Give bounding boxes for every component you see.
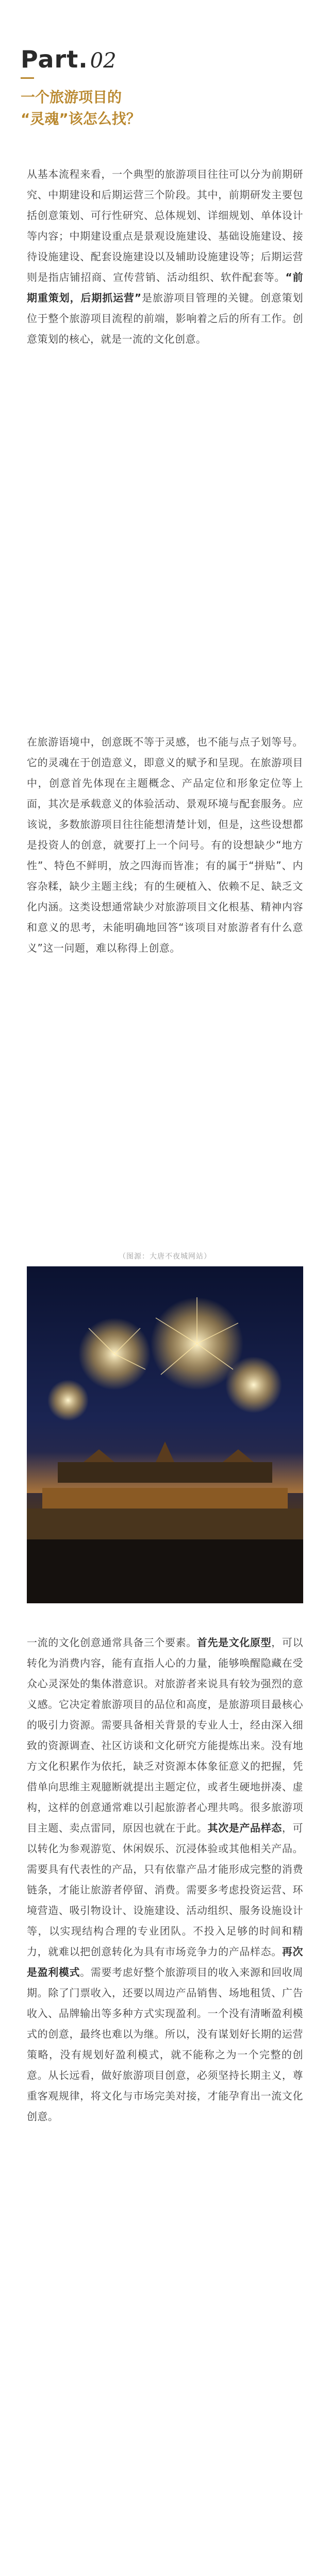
fireworks-illustration bbox=[27, 1266, 303, 1603]
paragraph-text bbox=[27, 1632, 303, 2127]
section-title bbox=[21, 87, 289, 130]
paragraph-text: 在旅游语境中，创意既不等于灵感，也不能与点子划等号。它的灵魂在于创造意义，即意义的赋予和呈现。在旅游项目中，创意首先体现在主题概念、产品定位和形象定位等上面，其次是承载意义的体验活动、景观环境与配套服务。应该说，多数旅游项目往往能想清楚计划，但是，这些设想都是投资人的创意，就要打上一个问号。有的设想缺少“地方性”、特色不鲜明，放之四海而皆准；有的属于“拼贴”、内容杂糅，缺少主题主线；有的生硬植入、依赖不足、缺乏文化内涵。这类设想通常缺少对旅游项目文化根基、精神内容和意义的思考，未能明确地回答“该项目对旅游者有什么意义”这一问题，难以称得上创意。 bbox=[27, 736, 303, 954]
paragraph-emphasis: 首先是文化原型 bbox=[196, 1636, 272, 1649]
paragraph-text bbox=[27, 164, 303, 349]
night-fireworks-photo bbox=[27, 1266, 303, 1603]
photo-caption: （图源：大唐不夜城网站） bbox=[119, 1252, 211, 1261]
paragraph-creativity bbox=[27, 732, 303, 958]
section-title-line2: “灵魂”该怎么找？ bbox=[21, 110, 141, 127]
title-accent-divider bbox=[21, 77, 34, 79]
paragraph-span: ，可以转化为消费内容，能有直指人心的力量，能够唤醒隐藏在受众心灵深处的集体潜意识。对旅游者来说具有较为强烈的意义感。它决定着旅游项目的品位和高度，是旅游项目最核心的吸引力资源。需要具备相关背景的专业人士，经由深入细致的资源调查、社区访谈和文化研究方能提炼出来。没有地方文化积累作为依托，缺乏对资源本体象征意义的把握，凭借单向思维主观臆断就提出主题定位，或者生硬地拼凑、虚构，这样的创意通常难以引起旅游者心理共鸣。很多旅游项目主题、卖点雷同，原因也就在于此。 bbox=[27, 1636, 304, 1834]
paragraph-span: 是旅游项目管理的关键。创意策划位于整个旅游项目流程的前端，影响着之后的所有工作。创意策划的核心，就是一流的文化创意。 bbox=[27, 292, 303, 345]
part-heading bbox=[21, 45, 117, 73]
paragraph-workflow bbox=[27, 164, 303, 349]
paragraph-span: 。需要考虑好整个旅游项目的收入来源和回收周期。除了门票收入，还要以周边产品销售、场地租赁、广告收入、品牌输出等多种方式实现盈利。一个没有清晰盈利模式的创意，最终也难以为继。所以，没有谋划好长期的运营策略，没有规划好盈利模式，就不能称之为一个完整的创意。从长远看，做好旅游项目创意，必须坚持长期主义，尊重客观规律，将文化与市场完美对接，才能孕育出一流文化创意。 bbox=[27, 1966, 304, 2123]
section-title-line1: 一个旅游项目的 bbox=[21, 89, 122, 106]
paragraph-emphasis: 再次是盈利模式 bbox=[27, 1945, 304, 1978]
paragraph-three-elements bbox=[27, 1632, 303, 2127]
paragraph-span: 从基本流程来看，一个典型的旅游项目往往可以分为前期研究、中期建设和后期运营三个阶段。其中，前期研发主要包括创意策划、可行性研究、总体规划、详细规划、单体设计等内容；中期建设重点是景观设施建设、基础设施建设、接待设施建设、配套设施建设以及辅助设施建设等；后期运营则是指店铺招商、宣传营销、活动组织、软件配套等。 bbox=[27, 168, 303, 283]
part-label: Part. bbox=[21, 45, 88, 73]
paragraph-span: ，可以转化为参观游览、休闲娱乐、沉浸体验或其他相关产品。需要具有代表性的产品，只有依靠产品才能形成完整的消费链条，才能让旅游者停留、消费。需要多考虑投资运营、环境营造、吸引物设计、设施建设、活动组织、服务设施设计等，以实现结构合理的专业团队。不投入足够的时间和精力，就难以把创意转化为具有市场竞争力的产品样态。 bbox=[27, 1822, 304, 1958]
paragraph-span: 一流的文化创意通常具备三个要素。 bbox=[27, 1636, 197, 1649]
part-number: 02 bbox=[90, 49, 117, 73]
paragraph-emphasis: 其次是产品样态 bbox=[207, 1822, 282, 1834]
paragraph-emphasis: “前期重策划，后期抓运营” bbox=[27, 271, 303, 304]
